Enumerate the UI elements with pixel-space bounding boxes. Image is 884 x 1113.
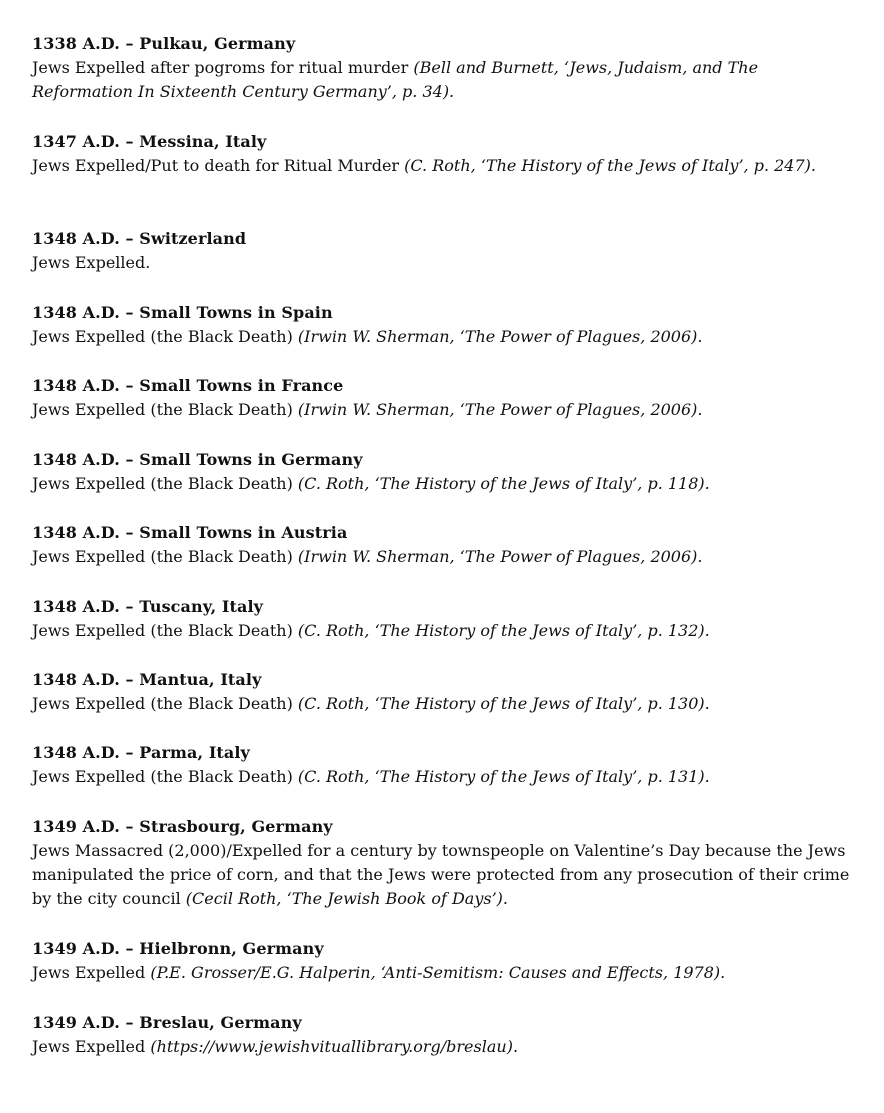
entry-text: Jews Expelled (the Black Death) xyxy=(32,474,298,493)
entry-1349-hielbronn xyxy=(32,937,854,985)
entry-body xyxy=(32,325,854,349)
entry-heading: 1349 A.D. – Breslau, Germany xyxy=(32,1013,302,1032)
entry-citation: (C. Roth, ‘The History of the Jews of Italy’, p. 131). xyxy=(297,767,710,786)
entry-citation: (Irwin W. Sherman, ‘The Power of Plagues, 2006). xyxy=(297,400,703,419)
entry-body xyxy=(32,1035,854,1059)
entry-1348-germany xyxy=(32,448,854,496)
entry-1348-austria xyxy=(32,521,854,569)
entry-text: Jews Expelled. xyxy=(32,253,151,272)
entry-heading: 1348 A.D. – Small Towns in Austria xyxy=(32,523,348,542)
entry-body xyxy=(32,472,854,496)
entry-citation: (Irwin W. Sherman, ‘The Power of Plagues, 2006). xyxy=(297,547,703,566)
entry-body xyxy=(32,56,854,104)
entry-text: Jews Expelled (the Black Death) xyxy=(32,694,298,713)
entry-1348-mantua xyxy=(32,668,854,716)
entry-body xyxy=(32,154,854,178)
entry-1347-messina xyxy=(32,130,854,178)
entry-heading: 1348 A.D. – Parma, Italy xyxy=(32,743,250,762)
entry-1348-parma xyxy=(32,741,854,789)
entry-text: Jews Expelled (the Black Death) xyxy=(32,547,298,566)
entry-citation: (P.E. Grosser/E.G. Halperin, ‘Anti-Semitism: Causes and Effects, 1978). xyxy=(150,963,726,982)
entry-citation: (Bell and Burnett, ‘Jews, Judaism, and The Reformation In Sixteenth Century Germany’, p. 34). xyxy=(32,58,759,101)
entry-body xyxy=(32,692,854,716)
entry-body xyxy=(32,961,854,985)
entry-heading: 1349 A.D. – Strasbourg, Germany xyxy=(32,817,333,836)
entry-text: Jews Expelled (the Black Death) xyxy=(32,327,298,346)
entry-heading: 1347 A.D. – Messina, Italy xyxy=(32,132,267,151)
entry-text: Jews Expelled/Put to death for Ritual Murder xyxy=(32,156,405,175)
entry-1349-strasbourg xyxy=(32,815,854,911)
entry-1349-breslau xyxy=(32,1011,854,1059)
entry-heading: 1348 A.D. – Tuscany, Italy xyxy=(32,597,264,616)
entry-citation: (C. Roth, ‘The History of the Jews of Italy’, p. 130). xyxy=(297,694,710,713)
entry-1348-spain xyxy=(32,301,854,349)
entry-text: Jews Expelled (the Black Death) xyxy=(32,767,298,786)
entry-1348-france xyxy=(32,374,854,422)
entry-citation: (C. Roth, ‘The History of the Jews of Italy’, p. 132). xyxy=(297,621,710,640)
entry-body xyxy=(32,545,854,569)
entry-body xyxy=(32,619,854,643)
entry-text: Jews Expelled after pogroms for ritual murder xyxy=(32,58,414,77)
entry-heading: 1348 A.D. – Small Towns in France xyxy=(32,376,344,395)
entry-heading: 1348 A.D. – Mantua, Italy xyxy=(32,670,262,689)
entry-1348-tuscany xyxy=(32,595,854,643)
entry-body xyxy=(32,398,854,422)
entry-citation: (Cecil Roth, ‘The Jewish Book of Days’). xyxy=(185,889,508,908)
entry-1348-switzerland xyxy=(32,227,854,275)
entry-citation: (Irwin W. Sherman, ‘The Power of Plagues, 2006). xyxy=(297,327,703,346)
entry-heading: 1348 A.D. – Small Towns in Germany xyxy=(32,450,363,469)
entry-citation: (https://www.jewishvituallibrary.org/breslau). xyxy=(150,1037,519,1056)
entry-body xyxy=(32,765,854,789)
entry-heading: 1349 A.D. – Hielbronn, Germany xyxy=(32,939,324,958)
entry-body xyxy=(32,839,854,911)
entry-heading: 1348 A.D. – Switzerland xyxy=(32,229,247,248)
entry-text: Jews Expelled (the Black Death) xyxy=(32,400,298,419)
entry-heading: 1338 A.D. – Pulkau, Germany xyxy=(32,34,296,53)
entry-citation: (C. Roth, ‘The History of the Jews of Italy’, p. 247). xyxy=(404,156,816,175)
entry-citation: (C. Roth, ‘The History of the Jews of Italy’, p. 118). xyxy=(297,474,710,493)
entry-text: Jews Expelled xyxy=(32,1037,151,1056)
entry-text: Jews Expelled (the Black Death) xyxy=(32,621,298,640)
entry-text: Jews Massacred (2,000)/Expelled for a century by townspeople on Valentine’s Day because the Jews manipulated the price of corn, and that the Jews were protected from any prosecution of their crime by the city council xyxy=(32,841,850,908)
entry-body xyxy=(32,251,854,275)
entry-1338-pulkau xyxy=(32,32,854,104)
entry-heading: 1348 A.D. – Small Towns in Spain xyxy=(32,303,333,322)
entry-text: Jews Expelled xyxy=(32,963,151,982)
